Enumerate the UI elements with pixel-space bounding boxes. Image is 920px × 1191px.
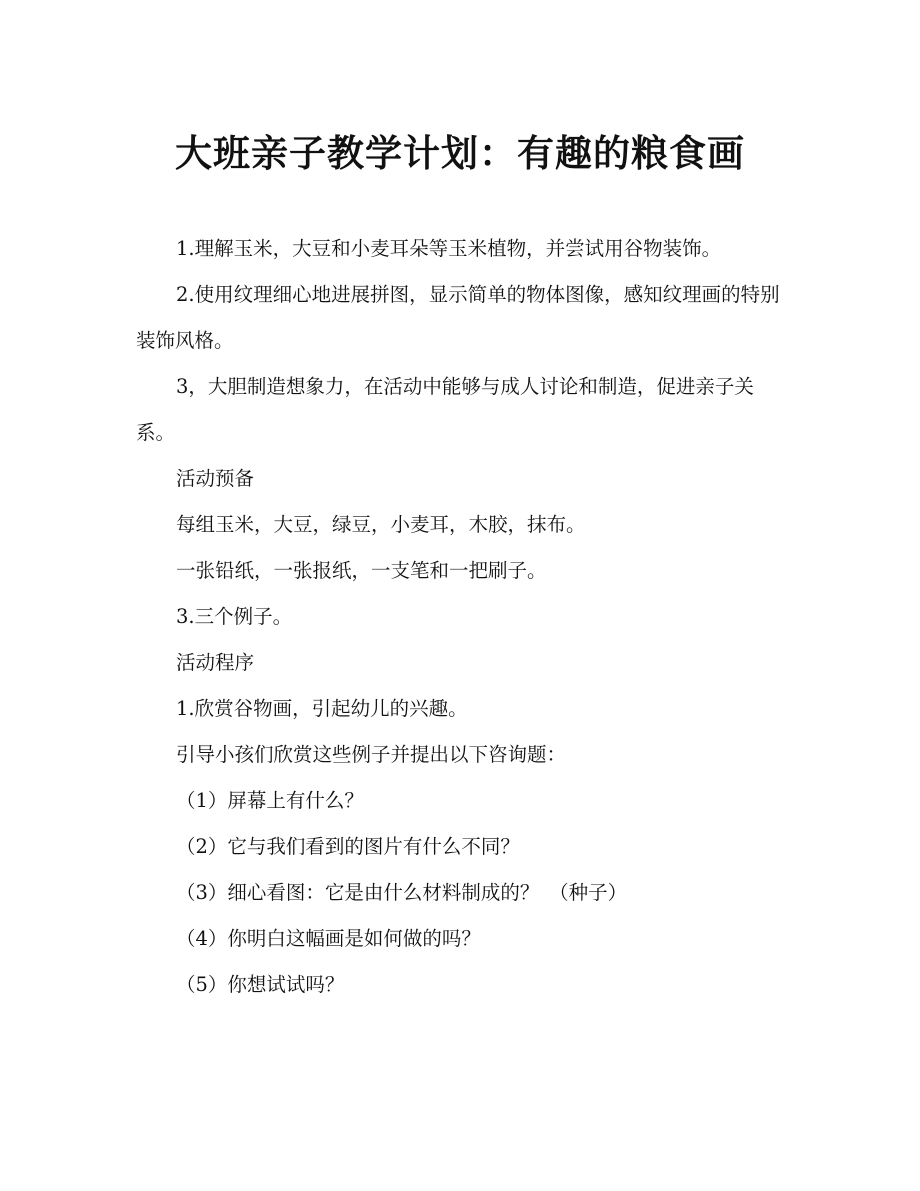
paragraph-goal-3: 3，大胆制造想象力，在活动中能够与成人讨论和制造，促进亲子关系。 xyxy=(136,375,754,444)
question-2: （2）它与我们看到的图片有什么不同？ xyxy=(176,835,520,858)
question-1: （1）屏幕上有什么？ xyxy=(176,789,364,812)
section-heading-preparation: 活动预备 xyxy=(176,467,255,490)
question-4: （4）你明白这幅画是如何做的吗？ xyxy=(176,927,481,950)
paragraph-materials-2: 一张铅纸，一张报纸，一支笔和一把刷子。 xyxy=(176,559,547,582)
question-5: （5）你想试试吗？ xyxy=(176,973,345,996)
paragraph-materials-1: 每组玉米，大豆，绿豆，小麦耳，木胶，抹布。 xyxy=(176,513,586,536)
paragraph-goal-1: 1.理解玉米，大豆和小麦耳朵等玉米植物，并尝试用谷物装饰。 xyxy=(176,237,722,260)
section-heading-procedure: 活动程序 xyxy=(176,651,255,674)
document-body xyxy=(136,226,786,1008)
paragraph-step-1: 1.欣赏谷物画，引起幼儿的兴趣。 xyxy=(176,697,468,720)
question-3: （3）细心看图：它是由什么材料制成的？ （种子） xyxy=(176,881,628,904)
paragraph-guidance: 引导小孩们欣赏这些例子并提出以下咨询题： xyxy=(176,743,567,766)
paragraph-materials-3: 3.三个例子。 xyxy=(176,605,293,628)
document-title: 大班亲子教学计划：有趣的粮食画 xyxy=(175,131,745,175)
paragraph-goal-2: 2.使用纹理细心地进展拼图，显示简单的物体图像，感知纹理画的特别装饰风格。 xyxy=(136,283,780,352)
